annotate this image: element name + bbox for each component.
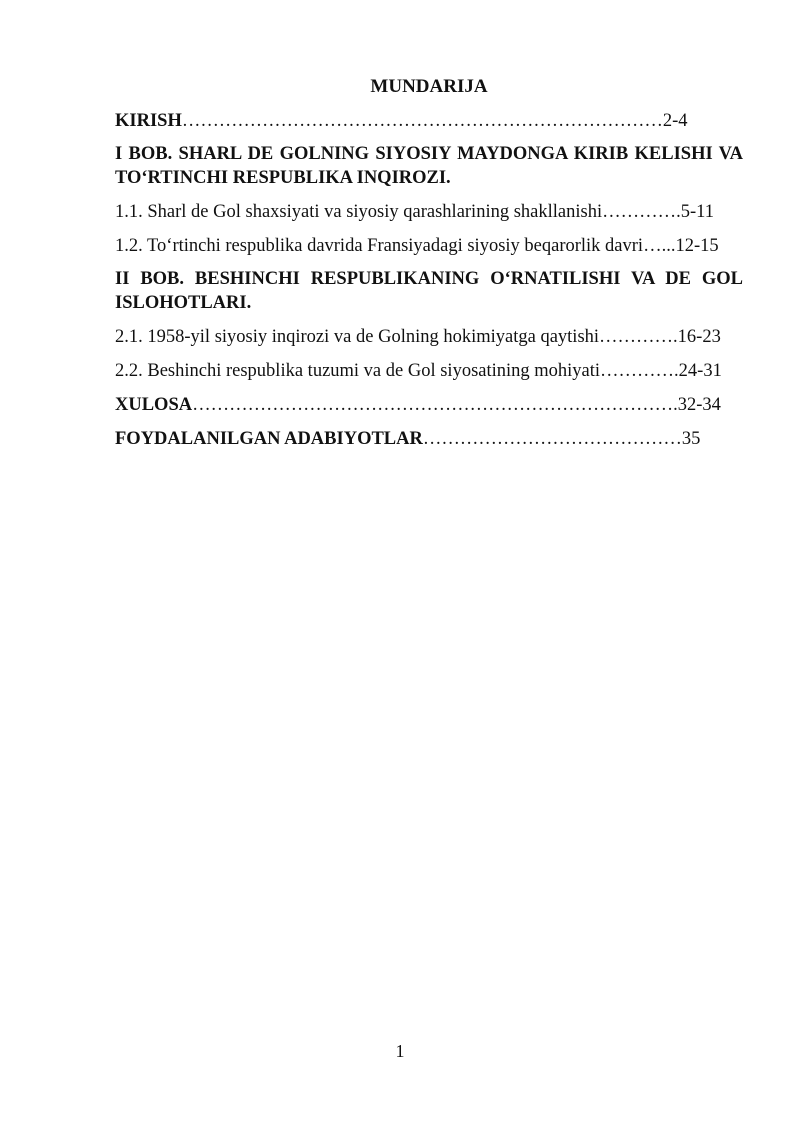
toc-page-range: 2-4 [662,111,688,131]
toc-entry-2-2 [115,358,743,384]
toc-page-range: 16-23 [677,327,721,347]
toc-chapter-2-heading: II BOB. BESHINCHI RESPUBLIKANING O‘RNATILISHI VA DE GOL ISLOHOTLARI. [115,269,743,313]
toc-entry-label: FOYDALANILGAN ADABIYOTLAR [115,429,423,449]
toc-page-range: 32-34 [677,395,721,415]
toc-page-range: 24-31 [678,361,722,381]
toc-page-range: 5-11 [680,202,714,222]
toc-leader-dots: …………………………………………………………………… [181,111,663,131]
toc-leader-dots: …………………………………… [422,429,682,449]
toc-entry-1-2 [115,233,743,259]
toc-chapter-1-heading: I BOB. SHARL DE GOLNING SIYOSIY MAYDONGA KIRIB KELISHI VA TO‘RTINCHI RESPUBLIKA INQIROZI. [115,144,743,188]
toc-entry-kirish [115,108,743,134]
toc-entry-label: 2.2. Beshinchi respublika tuzumi va de Gol siyosatining mohiyati [115,361,601,381]
toc-leader-dots: …………. [599,327,678,347]
toc-leader-dots: …... [643,236,676,256]
toc-entry-adabiyotlar [115,426,743,452]
toc-page-range: 12-15 [675,236,719,256]
toc-entry-label: 1.2. To‘rtinchi respublika davrida Fransiyadagi siyosiy beqarorlik davri [115,236,644,256]
page-number: 1 [395,1041,405,1061]
toc-entry-2-1 [115,324,743,350]
page-title: MUNDARIJA [370,76,488,97]
toc-entry-label: 1.1. Sharl de Gol shaxsiyati va siyosiy qarashlarining shakllanishi [115,202,603,222]
toc-entry-1-1 [115,199,743,225]
toc-entry-xulosa [115,392,743,418]
toc-entry-label: KIRISH [115,111,182,131]
toc-leader-dots: …………. [600,361,679,381]
toc-entry-label: 2.1. 1958-yil siyosiy inqirozi va de Golning hokimiyatga qaytishi [115,327,600,347]
toc-entry-label: XULOSA [115,395,193,415]
toc-page-range: 35 [681,429,701,449]
table-of-contents [115,76,743,460]
toc-leader-dots: ……………………………………………………………………. [192,395,678,415]
toc-leader-dots: …………. [602,202,681,222]
